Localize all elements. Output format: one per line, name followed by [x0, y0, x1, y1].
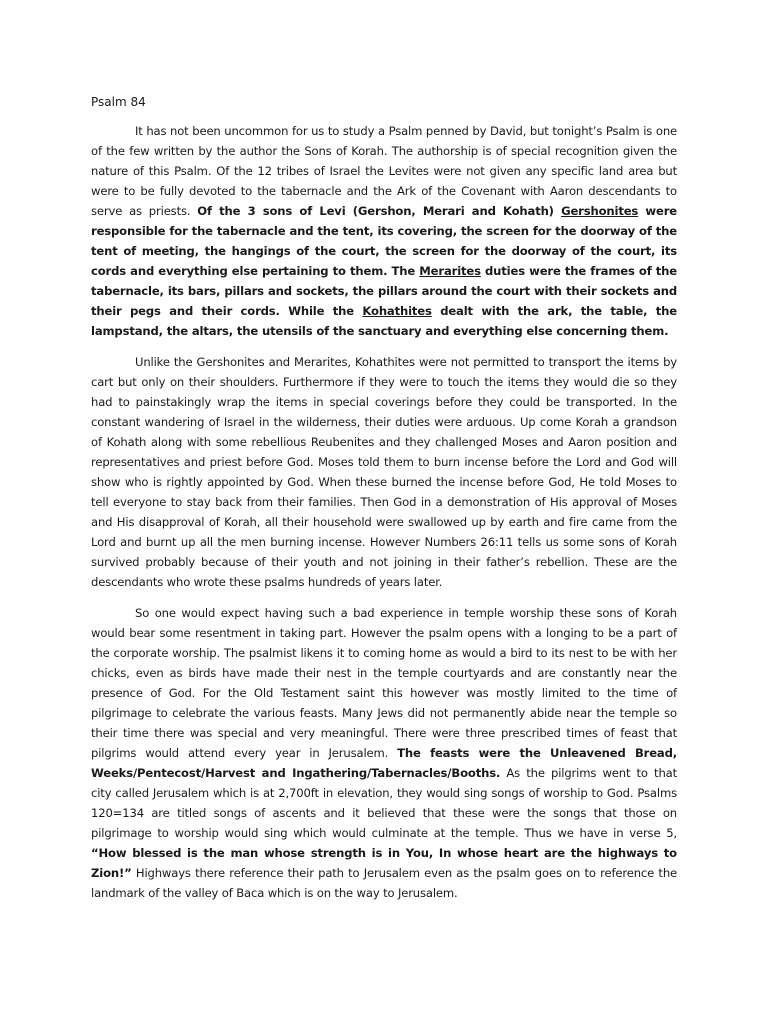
paragraph-text-segment: The feasts were the Unleavened Bread, Weeks/Pentecost/Harvest and Ingathering/Tabernacles/Booths. — [91, 746, 678, 780]
document-title: Psalm 84 — [91, 95, 146, 109]
paragraph-text-segment: “How blessed is the man whose strength is in You, In whose heart are the highways to Zion!” — [91, 846, 677, 880]
paragraph-text-segment: were responsible for the tabernacle and the tent, its covering, the screen for the doorway of the tent of meeting, the hangings of the court, the screen for the doorway of the court, its cords and everything else pertaining to them. The — [91, 204, 677, 278]
paragraph-text-segment: Highways there reference their path to Jerusalem even as the psalm goes on to reference the landmark of the valley of Baca which is on the way to Jerusalem. — [91, 866, 677, 900]
paragraph-text-segment: Unlike the Gershonites and Merarites, Kohathites were not permitted to transport the items by cart but only on their shoulders. Furthermore if they were to touch the items they would die so they had to painstakingly wrap the items in special coverings before they could be transported. In the constant wandering of Israel in the wilderness, their duties were arduous. Up come Korah a grandson of Kohath along with some rebellious Reubenites and they challenged Moses and Aaron position and representatives and priest before God. Moses told them to burn incense before the Lord and God will show who is rightly appointed by God. When these burned the incense before God, He told Moses to tell everyone to stay back from their families. Then God in a demonstration of His approval of Moses and His disapproval of Korah, all their household were swallowed up by earth and fire came from the Lord and burnt up all the men burning incense. However Numbers 26:11 tells us some sons of Korah survived probably because of their youth and not joining in their father’s rebellion. These are the descendants who wrote these psalms hundreds of years later. — [91, 355, 677, 589]
paragraph-text-segment: As the pilgrims went to that city called Jerusalem which is at 2,700ft in elevation, they would sing songs of worship to God. Psalms 120=134 are titled songs of ascents and it believed that these were the songs that those on pilgrimage to worship would sing which would culminate at the temple. Thus we have in verse 5, — [91, 766, 677, 840]
paragraph-text-segment: Of the 3 sons of Levi (Gershon, Merari and Kohath) — [197, 204, 562, 218]
paragraph-text-segment: Kohathites — [362, 304, 432, 318]
paragraph — [91, 352, 677, 592]
paragraph-text-segment: It has not been uncommon for us to study a Psalm penned by David, but tonight’s Psalm is one of the few written by the author the Sons of Korah. The authorship is of special recognition given the nature of this Psalm. Of the 12 tribes of Israel the Levites were not given any specific land area but were to be fully devoted to the tabernacle and the Ark of the Covenant with Aaron descendants to serve as priests. — [91, 124, 677, 218]
paragraph-text-segment: duties were the frames of the tabernacle, its bars, pillars and sockets, the pillars around the court with their sockets and their pegs and their cords. While the — [91, 264, 677, 318]
document-page — [91, 92, 677, 914]
paragraph-text-segment: So one would expect having such a bad experience in temple worship these sons of Korah would bear some resentment in taking part. However the psalm opens with a longing to be a part of the corporate worship. The psalmist likens it to coming home as would a bird to its nest to be with her chicks, even as birds have made their nest in the temple courtyards and are constantly near the presence of God. For the Old Testament saint this however was mostly limited to the time of pilgrimage to celebrate the various feasts. Many Jews did not permanently abide near the temple so their time there was special and very meaningful. There were three prescribed times of feast that pilgrims would attend every year in Jerusalem. — [91, 606, 677, 760]
paragraph — [91, 121, 677, 341]
paragraph-text-segment: Gershonites — [561, 204, 639, 218]
paragraph-text-segment: dealt with the ark, the table, the lampstand, the altars, the utensils of the sanctuary and everything else concerning them. — [91, 304, 678, 338]
paragraph — [91, 603, 677, 903]
paragraph-text-segment: Merarites — [419, 264, 481, 278]
document-body — [91, 121, 677, 903]
